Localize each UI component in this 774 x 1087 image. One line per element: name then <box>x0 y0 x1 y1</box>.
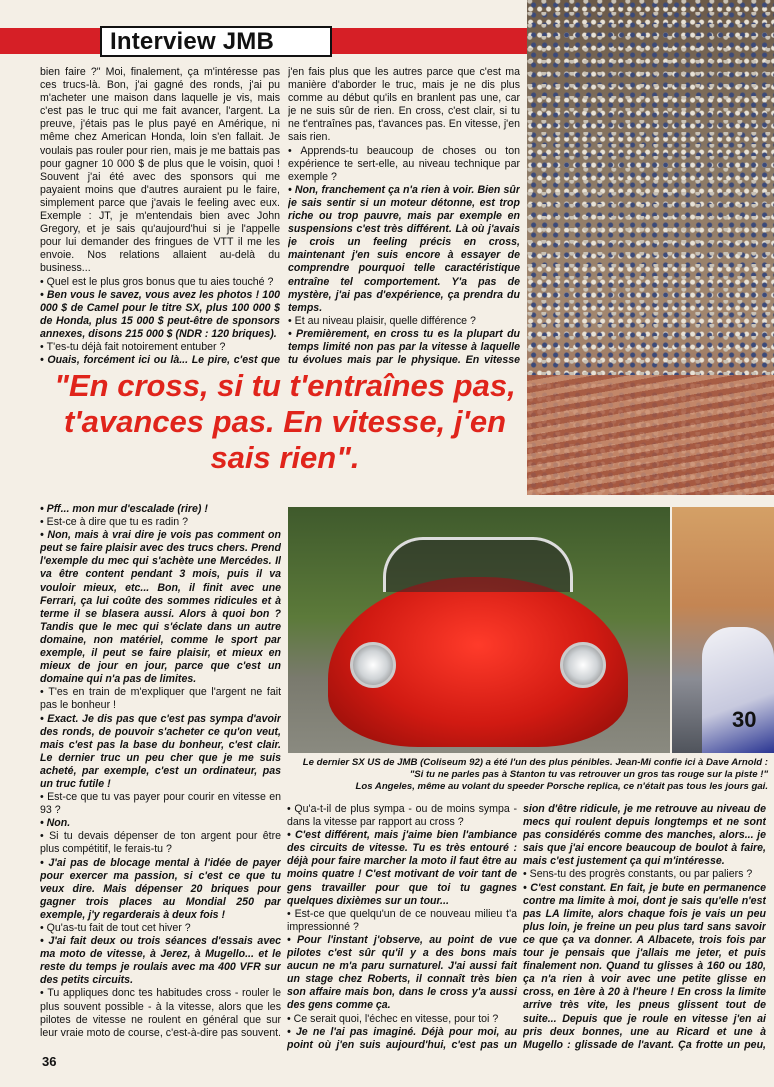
section-title: Interview JMB <box>100 26 332 57</box>
rider-photo <box>672 507 774 753</box>
caption-line-2: "Si tu ne parles pas à Stanton tu vas retrouver un gros tas rouge sur la piste !" <box>409 769 768 780</box>
question: • Et au niveau plaisir, quelle différence ? <box>288 315 520 328</box>
question: • Quel est le plus gros bonus que tu aies touché ? <box>40 276 280 289</box>
stands-shape <box>527 375 774 495</box>
pull-quote: "En cross, si tu t'entraînes pas, t'avances pas. En vitesse, j'en sais rien". <box>54 368 516 475</box>
question: • T'es-tu déjà fait notoirement entuber ? <box>40 341 280 354</box>
crowd-photo <box>527 0 774 495</box>
car-headlight-left <box>350 642 396 688</box>
car-windshield-shape <box>383 537 573 592</box>
rider-shirt-shape <box>702 627 774 753</box>
question: • Apprends-tu beaucoup de choses ou ton expérience te sert-elle, au niveau technique par exemple ? <box>288 145 520 184</box>
text-column-4 <box>287 803 517 1053</box>
caption-line-1: Le dernier SX US de JMB (Coliseum 92) a été l'un des plus pénibles. Jean-Mi confie ici à Dave Arnold : <box>302 757 768 768</box>
answer: • Ben vous le savez, vous avez les photos ! 100 000 $ de Camel pour le titre SX, plus 100 000 $ de Honda, plus 15 000 $ peut-être de sponsors annexes, disons 215 000 $ (NDR : 120 briques). <box>40 289 280 341</box>
photo-caption <box>300 757 768 793</box>
answer: • C'est constant. En fait, je bute en permanence contre ma limite à moi, dont je sais qu'elle n'est pas LA limite, alors chaque fois je vais un peu plus loin, je freine un peu plus tard sans savoir ce que ça va donner. A Albacete, trois fois par tour je pensais que j'allais me jeter, et puis finalement non. Quand tu glisses à 160 ou 180, ça n'a rien à voir avec une petite glisse en cross, en 1ère à 20 à l'heure ! En cross la limite arrive très vite, les pneus glissent tout de suite... Depuis que je roule en vitesse j'en ai pris deux bonnes, une au Ricard et une à Mugello : glissade de l'avant. Ça frotte un peu, <box>523 882 766 1053</box>
text-column-3 <box>40 503 281 1041</box>
answer: • Pour l'instant j'observe, au point de vue pilotes c'est sûr qu'il y a des bons mais aucun ne m'a paru surnaturel. J'ai aussi fait un stage chez Roberts, il connaît très bien son affaire mais bon, dans le cross y'a aussi des gens comme ça. <box>287 934 517 1013</box>
question: • T'es en train de m'expliquer que l'argent ne fait pas le bonheur ! <box>40 686 281 712</box>
answer: • Non. <box>40 817 281 830</box>
question: • Est-ce à dire que tu es radin ? <box>40 516 281 529</box>
question: • Si tu devais dépenser de ton argent pour être plus compétitif, le ferais-tu ? <box>40 830 281 856</box>
paragraph: bien faire ?" Moi, finalement, ça m'intéresse pas ces trucs-là. Bon, j'ai gagné des ronds, j'ai pu m'acheter une maison dans laquelle je vis, mais c'est pas le truc qui me fait avancer, l'argent. La preuve, j'étais pas le plus payé en Amérique, ni même chez American Honda, loin s'en fallait. Je voulais pas rouler pour rien, mais je me battais pas pour gagner 10 000 $ de plus que le voisin, quoi ! Souvent j'ai été avec des sponsors qui me payaient moins que d'autres auraient pu le faire, simplement parce que j'avais le feeling avec eux. Exemple : JT, je m'entendais bien avec John Gregory, et je sais qu'aujourd'hui si je l'appelle pour lui demander des fringues de VTT il me les envoie. Nos relations allaient au-delà du business... <box>40 66 280 275</box>
text-column-5 <box>523 803 766 1053</box>
answer: • Je ne l'ai pas imaginé. Déjà pour moi, au point où j'en suis aujourd'hui, c'est pas un <box>287 1026 517 1053</box>
car-headlight-right <box>560 642 606 688</box>
question: • Est-ce que quelqu'un de ce nouveau milieu t'a impressionné ? <box>287 908 517 934</box>
answer: sion d'être ridicule, je me retrouve au niveau de mecs qui roulent depuis longtemps et ne sont pas considérés comme des manches, alors... je sais que j'ai encore beaucoup de boulot à faire, mais c'est justement ça qui m'intéresse. <box>523 803 766 868</box>
red-porsche-speedster-photo <box>288 507 670 753</box>
text-column-1 <box>40 66 280 366</box>
page-number: 36 <box>42 1054 57 1069</box>
answer: • Non, mais à vrai dire je vois pas comment on peut se faire plaisir avec des trucs chers. Prend l'exemple du mec qui s'achète une Mercédes. Il va être content pendant 3 mois, puis il va vouloir mieux, etc... Bon, il finit avec une Ferrari, ça lui coûte des sommes ridicules et à terme il se blasera aussi. Alors à quoi bon ? Tandis que le mec qui s'éclate dans un autre domaine, non matériel, comme le sport par exemple, il peut se faire plaisir, et mieux en mieux de jour en jour, parce que c'est un domaine qui n'a pas de limites. <box>40 529 281 686</box>
question: • Qu'as-tu fait de tout cet hiver ? <box>40 922 281 935</box>
paragraph: j'en fais plus que les autres parce que c'est ma manière d'aborder le truc, mais je ne dis plus comme au début qu'ils en branlent pas une, car je ne suis sûr de rien. En cross, c'est clair, si tu ne t'entraînes pas, t'avances pas. En vitesse, j'en sais rien. <box>288 66 520 144</box>
question: • Ce serait quoi, l'échec en vitesse, pour toi ? <box>287 1013 517 1026</box>
answer: • J'ai pas de blocage mental à l'idée de payer pour exercer ma passion, si c'est ce que tu veux dire. Mais dépenser 20 briques pour gagner trois places au Mondial 250 par exemple, j'y regarderais à deux fois ! <box>40 857 281 922</box>
answer: • C'est différent, mais j'aime bien l'ambiance des circuits de vitesse. Tu es très entouré : déjà pour faire marcher la moto il faut être au moins quatre ! C'est motivant de voir tant de gens travailler pour que toi tu gagnes quelques dixièmes sur un tour... <box>287 829 517 908</box>
answer: • Pff... mon mur d'escalade (rire) ! <box>40 503 281 516</box>
answer: • Ouais, forcément ici ou là... Le pire, c'est que <box>40 354 280 366</box>
caption-line-3: Los Angeles, même au volant du speeder Porsche replica, ce n'était pas tous les jours gai. <box>355 781 768 792</box>
text-column-2 <box>288 66 520 366</box>
question: • Tu appliques donc tes habitudes cross - rouler le plus souvent possible - à la vitesse, alors que les pilotes de vitesse ne roulent en général que sur leur vraie moto de course, c'est-à-dire pas souvent. <box>40 987 281 1041</box>
answer: • Exact. Je dis pas que c'est pas sympa d'avoir des ronds, de pouvoir s'acheter ce qu'on veut, mais c'est pas la base du bonheur, c'est clair. Le dernier truc un peu cher que je me suis acheté, par exemple, c'est un ordinateur, pas un truc futile ! <box>40 713 281 792</box>
rider-number: 30 <box>732 707 757 732</box>
answer: • Premièrement, en cross tu es la plupart du temps limité non pas par la vitesse à laquelle tu évolues mais par le physique. En vitesse <box>288 328 520 366</box>
answer: • J'ai fait deux ou trois séances d'essais avec ma moto de vitesse, à Jerez, à Mugello... et le reste du temps je roulais avec ma 400 VFR sur des petits circuits. <box>40 935 281 987</box>
answer: • Non, franchement ça n'a rien à voir. Bien sûr je sais sentir si un moteur détonne, est trop riche ou trop pauvre, mais par exemple en suspensions c'est très différent. Là où j'avais je crois un feeling précis en cross, maintenant j'en suis encore à essayer de comprendre pourquoi telle caractéristique entraîne tel comportement. Y'a pas de mystère, j'ai pas d'expérience, ça prendra du temps. <box>288 184 520 315</box>
question: • Qu'a-t-il de plus sympa - ou de moins sympa - dans la vitesse par rapport au cross ? <box>287 803 517 829</box>
question: • Sens-tu des progrès constants, ou par paliers ? <box>523 868 766 881</box>
question: • Est-ce que tu vas payer pour courir en vitesse en 93 ? <box>40 791 281 817</box>
